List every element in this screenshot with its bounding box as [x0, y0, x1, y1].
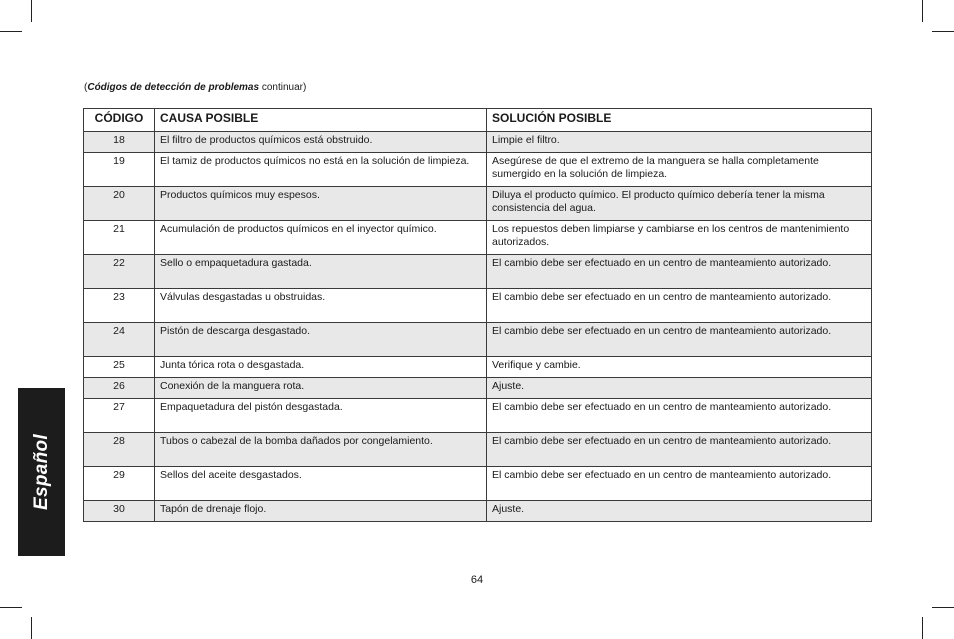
crop-mark — [31, 617, 32, 639]
code-cell: 20 — [84, 187, 155, 221]
crop-mark — [922, 0, 923, 22]
cause-cell: Empaquetadura del pistón desgastada. — [155, 399, 487, 433]
solution-cell: Asegúrese de que el extremo de la manguera se halla completamente sumergido en la solución de limpieza. — [487, 153, 872, 187]
table-row — [84, 357, 872, 378]
code-cell: 26 — [84, 378, 155, 399]
table-row — [84, 187, 872, 221]
table-header-row — [84, 109, 872, 132]
code-cell: 24 — [84, 323, 155, 357]
code-cell: 23 — [84, 289, 155, 323]
code-cell: 21 — [84, 221, 155, 255]
solution-cell: Verifique y cambie. — [487, 357, 872, 378]
cause-cell: Tapón de drenaje flojo. — [155, 501, 487, 522]
code-cell: 29 — [84, 467, 155, 501]
cause-cell: Tubos o cabezal de la bomba dañados por congelamiento. — [155, 433, 487, 467]
code-cell: 28 — [84, 433, 155, 467]
crop-mark — [932, 607, 954, 608]
code-cell: 19 — [84, 153, 155, 187]
code-cell: 30 — [84, 501, 155, 522]
code-cell: 25 — [84, 357, 155, 378]
table-row — [84, 467, 872, 501]
solution-cell: El cambio debe ser efectuado en un centro de manteamiento autorizado. — [487, 399, 872, 433]
cause-cell: Junta tórica rota o desgastada. — [155, 357, 487, 378]
page-number: 64 — [470, 574, 484, 586]
cause-cell: Sellos del aceite desgastados. — [155, 467, 487, 501]
solution-cell: El cambio debe ser efectuado en un centro de manteamiento autorizado. — [487, 289, 872, 323]
crop-mark — [0, 31, 22, 32]
crop-mark — [0, 607, 22, 608]
solution-cell: El cambio debe ser efectuado en un centro de manteamiento autorizado. — [487, 433, 872, 467]
cause-cell: Sello o empaquetadura gastada. — [155, 255, 487, 289]
table-row — [84, 221, 872, 255]
solution-cell: Diluya el producto químico. El producto químico debería tener la misma consistencia del agua. — [487, 187, 872, 221]
code-cell: 27 — [84, 399, 155, 433]
solution-cell: Ajuste. — [487, 501, 872, 522]
solution-cell: El cambio debe ser efectuado en un centro de manteamiento autorizado. — [487, 467, 872, 501]
cause-cell: Conexión de la manguera rota. — [155, 378, 487, 399]
caption-title: Códigos de detección de problemas — [87, 82, 260, 93]
table-row — [84, 255, 872, 289]
table-row — [84, 501, 872, 522]
caption-open-paren: ( — [84, 82, 88, 93]
language-side-tab — [18, 388, 65, 556]
table-row — [84, 399, 872, 433]
header-cause: CAUSA POSIBLE — [155, 109, 487, 132]
table-row — [84, 153, 872, 187]
table-caption — [84, 82, 306, 93]
header-solution: SOLUCIÓN POSIBLE — [487, 109, 872, 132]
cause-cell: Productos químicos muy espesos. — [155, 187, 487, 221]
cause-cell: El filtro de productos químicos está obstruido. — [155, 132, 487, 153]
solution-cell: El cambio debe ser efectuado en un centro de manteamiento autorizado. — [487, 323, 872, 357]
table-row — [84, 378, 872, 399]
crop-mark — [31, 0, 32, 22]
cause-cell: Válvulas desgastadas u obstruidas. — [155, 289, 487, 323]
caption-suffix: continuar) — [259, 82, 307, 93]
table-row — [84, 433, 872, 467]
crop-mark — [922, 617, 923, 639]
solution-cell: El cambio debe ser efectuado en un centro de manteamiento autorizado. — [487, 255, 872, 289]
code-cell: 18 — [84, 132, 155, 153]
header-code: CÓDIGO — [84, 109, 155, 132]
troubleshooting-table — [83, 108, 872, 522]
language-label: Español — [30, 433, 52, 511]
crop-mark — [932, 31, 954, 32]
table-row — [84, 323, 872, 357]
cause-cell: Pistón de descarga desgastado. — [155, 323, 487, 357]
table-row — [84, 132, 872, 153]
code-cell: 22 — [84, 255, 155, 289]
solution-cell: Limpie el filtro. — [487, 132, 872, 153]
cause-cell: El tamiz de productos químicos no está en la solución de limpieza. — [155, 153, 487, 187]
cause-cell: Acumulación de productos químicos en el inyector químico. — [155, 221, 487, 255]
solution-cell: Ajuste. — [487, 378, 872, 399]
solution-cell: Los repuestos deben limpiarse y cambiarse en los centros de mantenimiento autorizados. — [487, 221, 872, 255]
table-row — [84, 289, 872, 323]
